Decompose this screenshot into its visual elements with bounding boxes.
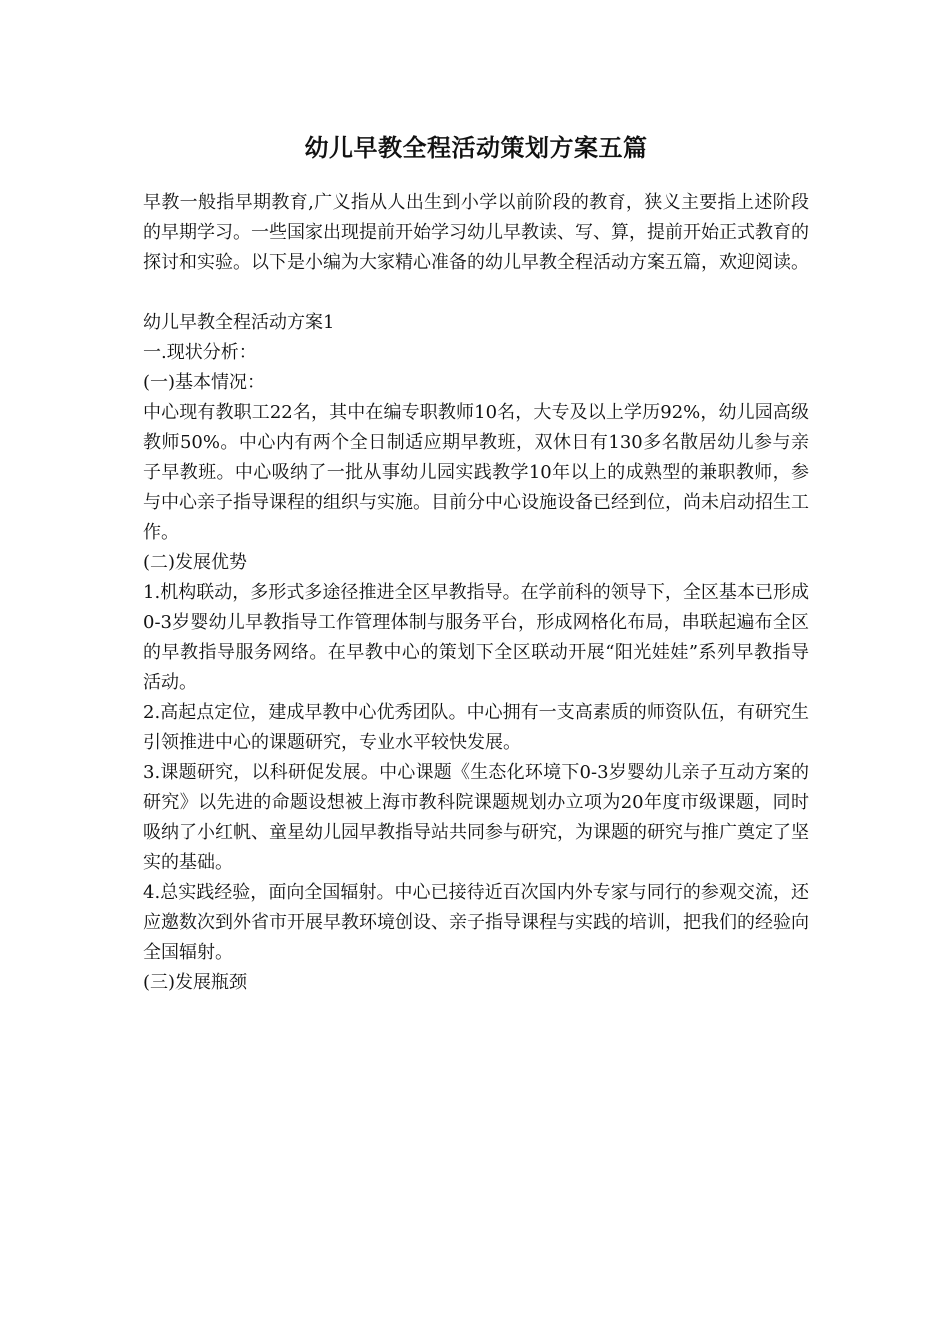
advantage-point-3: 3.课题研究，以科研促发展。中心课题《生态化环境下0-3岁婴幼儿亲子互动方案的研究》以先进的命题设想被上海市教科院课题规划办立项为20年度市级课题，同时吸纳了小红帆、童星幼儿园早教指导站共同参与研究，为课题的研究与推广奠定了坚实的基础。 xyxy=(143,762,809,873)
advantage-point-4: 4.总实践经验，面向全国辐射。中心已接待近百次国内外专家与同行的参观交流，还应邀数次到外省市开展早教环境创设、亲子指导课程与实践的培训，把我们的经验向全国辐射。 xyxy=(143,882,809,963)
part-heading: 一.现状分析： xyxy=(143,342,257,363)
document-title: 幼儿早教全程活动策划方案五篇 xyxy=(304,133,648,162)
subsection-heading-bottleneck: (三)发展瓶颈 xyxy=(143,972,248,993)
blank-line xyxy=(143,278,809,308)
document-body xyxy=(143,128,809,998)
advantage-point-2: 2.高起点定位，建成早教中心优秀团队。中心拥有一支高素质的师资队伍，有研究生引领推进中心的课题研究，专业水平较快发展。 xyxy=(143,702,809,753)
subsection-heading-advantages: (二)发展优势 xyxy=(143,552,248,573)
advantage-point-1: 1.机构联动，多形式多途径推进全区早教指导。在学前科的领导下，全区基本已形成0-3岁婴幼儿早教指导工作管理体制与服务平台，形成网格化布局，串联起遍布全区的早教指导服务网络。在早教中心的策划下全区联动开展“阳光娃娃”系列早教指导活动。 xyxy=(143,582,809,693)
basic-situation-paragraph: 中心现有教职工22名，其中在编专职教师10名，大专及以上学历92%，幼儿园高级教师50%。中心内有两个全日制适应期早教班，双休日有130多名散居幼儿参与亲子早教班。中心吸纳了一批从事幼儿园实践教学10年以上的成熟型的兼职教师，参与中心亲子指导课程的组织与实施。目前分中心设施设备已经到位，尚未启动招生工作。 xyxy=(143,402,809,543)
section-heading: 幼儿早教全程活动方案1 xyxy=(143,312,335,333)
subsection-heading-basic: (一)基本情况： xyxy=(143,372,266,393)
intro-paragraph: 早教一般指早期教育,广义指从人出生到小学以前阶段的教育，狭义主要指上述阶段的早期学习。一些国家出现提前开始学习幼儿早教读、写、算，提前开始正式教育的探讨和实验。以下是小编为大家精心准备的幼儿早教全程活动方案五篇，欢迎阅读。 xyxy=(143,192,809,273)
